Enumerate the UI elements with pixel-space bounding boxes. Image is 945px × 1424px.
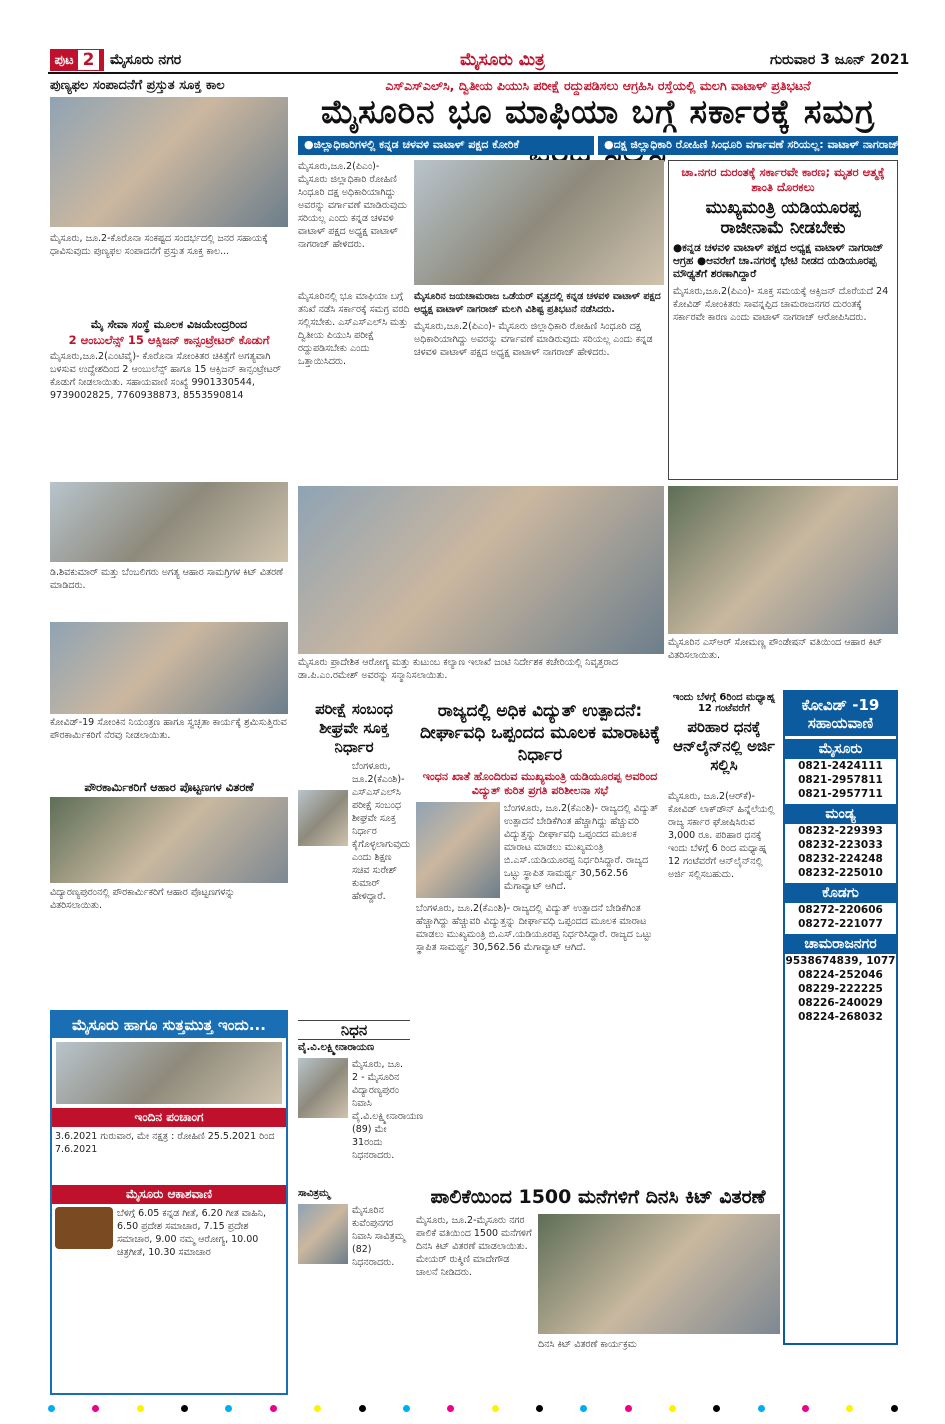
page-number-badge: [50, 49, 104, 71]
radio-title: ಮೈಸೂರು ಆಕಾಶವಾಣಿ: [52, 1185, 286, 1204]
group-photo: [298, 486, 664, 654]
radio-text: ಬೆಳಿಗ್ಗೆ 6.05 ಕನ್ನಡ ಗೀತೆ, 6.20 ಗೀತ ವಾಹಿನಿ, 6.50 ಪ್ರದೇಶ ಸಮಾಚಾರ, 7.15 ಪ್ರದೇಶ ಸಮಾಚಾರ, 9.00 ನಮ್ಮ ಆರೋಗ್ಯ, 10.00 ಚಿತ್ರಗೀತೆ, 10.30 ಸಮಾಚಾರ: [117, 1208, 267, 1258]
helpline-mandya: ಮಂಡ್ಯ: [785, 804, 896, 824]
main-kicker: ಎಸ್‌ಎಸ್‌ಎಲ್‌ಸಿ, ದ್ವಿತೀಯ ಪಿಯುಸಿ ಪರೀಕ್ಷೆ ರದ್ದುಪಡಿಸಲು ಆಗ್ರಹಿಸಿ ರಸ್ತೆಯಲ್ಲಿ ಮಲಗಿ ವಾಟಾಳ್ ಪ್ರತಿಭಟನೆ: [385, 78, 811, 93]
obituary-name-1: ವೈ.ವಿ.ಲಕ್ಷ್ಮೀನಾರಾಯಣ: [298, 1042, 375, 1053]
story3-headline: ಪೌರಕಾರ್ಮಿಕರಿಗೆ ಆಹಾರ ಪೊಟ್ಟಣಗಳ ವಿತರಣೆ: [84, 780, 254, 794]
parihara-kicker: ಇಂದು ಬೆಳಗ್ಗೆ 6ರಿಂದ ಮಧ್ಯಾಹ್ನ 12 ಗಂಟೆವರೆಗೆ: [672, 692, 776, 714]
power-body: ಬೆಂಗಳೂರು, ಜೂ.2(ಕೆಎಂಶಿ)- ರಾಜ್ಯದಲ್ಲಿ ವಿದ್ಯುತ್ ಉತ್ಪಾದನೆ ಬೇಡಿಕೆಗಿಂತ ಹೆಚ್ಚಾಗಿದ್ದು ಹೆಚ್ಚುವರಿ ವಿದ್ಯುತ್ತನ್ನು ದೀರ್ಘಾವಧಿ ಒಪ್ಪಂದದ ಮೂಲಕ ಮಾರಾಟ ಮಾಡಲು ಮುಖ್ಯಮಂತ್ರಿ ಬಿ.ಎಸ್.ಯಡಿಯೂರಪ್ಪ ನಿರ್ಧರಿಸಿದ್ದಾರೆ. ರಾಜ್ಯದ ಒಟ್ಟು ಸ್ಥಾಪಿತ ಸಾಮರ್ಥ್ಯ 30,562.56 ಮೆಗಾವ್ಯಾಟ್ ಆಗಿದೆ.: [504, 803, 659, 892]
parihara-headline: ಪರಿಹಾರ ಧನಕ್ಕೆ ಆನ್‌ಲೈನ್‌ನಲ್ಲಿ ಅರ್ಜಿ ಸಲ್ಲಿಸಿ: [673, 718, 775, 774]
story2-headline: 2 ಆಂಬುಲೆನ್ಸ್ 15 ಆಕ್ಸಿಜನ್ ಕಾನ್ಸಂಟ್ರೇಟರ್ ಕೊಡುಗೆ: [68, 333, 270, 347]
palace-photo: [56, 1042, 282, 1104]
helpline-mandya-numbers: 08232-229393 08232-223033 08232-224248 08232-225010: [798, 825, 883, 879]
helpline-mysuru: ಮೈಸೂರು: [785, 739, 896, 759]
story1-body: ಮೈಸೂರು, ಜೂ.2-ಕೊರೊನಾ ಸಂಕಷ್ಟದ ಸಂದರ್ಭದಲ್ಲಿ ಜನರ ಸಹಾಯಕ್ಕೆ ಧಾವಿಸುವುದು ಪುಣ್ಯಫಲ ಸಂಪಾದನೆಗೆ ಪ್ರಸ್ತುತ ಸೂಕ್ತ ಕಾಲ...: [50, 233, 268, 257]
kit-photo: [538, 1214, 780, 1334]
story3-caption: ವಿದ್ಯಾರಣ್ಯಪುರಂನಲ್ಲಿ ಪೌರಕಾರ್ಮಿಕರಿಗೆ ಆಹಾರ ಪೊಟ್ಟಣಗಳನ್ನು ವಿತರಿಸಲಾಯಿತು.: [50, 887, 235, 911]
photo2: [50, 622, 288, 714]
power-subhead: ಇಂಧನ ಖಾತೆ ಹೊಂದಿರುವ ಮುಖ್ಯಮಂತ್ರಿ ಯಡಿಯೂರಪ್ಪ ಅವರಿಂದ ವಿದ್ಯುತ್ ಕುರಿತ ಪ್ರಗತಿ ಪರಿಶೀಲನಾ ಸಭೆ: [422, 770, 658, 797]
obituary-text-1: ಮೈಸೂರು, ಜೂ. 2 - ಮೈಸೂರಿನ ವಿದ್ಯಾರಣ್ಯಪುರಂ ನಿವಾಸಿ ವೈ.ವಿ.ಲಕ್ಷ್ಮೀನಾರಾಯಣ (89) ಮೇ 31ರಂದು ನಿಧನರಾದರು.: [352, 1059, 424, 1161]
kit-photo-right: [668, 486, 898, 634]
resign-headline: ಮುಖ್ಯಮಂತ್ರಿ ಯಡಿಯೂರಪ್ಪ ರಾಜೀನಾಮೆ ನೀಡಬೇಕು: [705, 198, 861, 238]
issue-date: ಗುರುವಾರ 3 ಜೂನ್ 2021: [770, 52, 910, 68]
obituary-text-2: ಮೈಸೂರಿನ ಕುವೆಂಪುನಗರ ನಿವಾಸಿ ಸಾವಿತ್ರಮ್ಮ (82) ನಿಧನರಾದರು.: [352, 1205, 406, 1268]
story3-photo: [50, 797, 288, 883]
page-number: 2: [78, 50, 100, 70]
section-title: ಮೈಸೂರು ನಗರ: [110, 52, 182, 68]
photo2-caption: ಕೋವಿಡ್-19 ಸೋಂಕಿನ ನಿಯಂತ್ರಣ ಹಾಗೂ ಸ್ವಚ್ಛತಾ ಕಾರ್ಯಕ್ಕೆ ಶ್ರಮಿಸುತ್ತಿರುವ ಪೌರಕಾರ್ಮಿಕರಿಗೆ ನೆರವು ನೀಡಲಾಯಿತು.: [50, 717, 287, 741]
parihara-body: ಮೈಸೂರು, ಜೂ.2(ಆರ್‌ಕೆ)- ಕೋವಿಡ್ ಲಾಕ್‌ಡೌನ್ ಹಿನ್ನೆಲೆಯಲ್ಲಿ ರಾಜ್ಯ ಸರ್ಕಾರ ಘೋಷಿಸಿರುವ 3,000 ರೂ. ಪರಿಹಾರ ಧನಕ್ಕೆ ಇಂದು ಬೆಳಗ್ಗೆ 6 ರಿಂದ ಮಧ್ಯಾಹ್ನ 12 ಗಂಟೆವರೆಗೆ ಆನ್‌ಲೈನ್‌ನಲ್ಲಿ ಅರ್ಜಿ ಸಲ್ಲಿಸಬಹುದು.: [668, 791, 775, 880]
helpline-kodagu-numbers: 08272-220606 08272-221077: [798, 904, 883, 930]
main-band-right: ●ದಕ್ಷ ಜಿಲ್ಲಾಧಿಕಾರಿ ರೋಹಿಣಿ ಸಿಂಧೂರಿ ವರ್ಗಾವಣೆ ಸರಿಯಲ್ಲ: ವಾಟಾಳ್ ನಾಗರಾಜ್: [598, 136, 898, 155]
group-photo-caption: ಮೈಸೂರು ಪ್ರಾದೇಶಿಕ ಆರೋಗ್ಯ ಮತ್ತು ಕುಟುಂಬ ಕಲ್ಯಾಣ ಇಲಾಖೆ ಜಂಟಿ ನಿರ್ದೇಶಕ ಕಚೇರಿಯಲ್ಲಿ ನಿವೃತ್ತರಾದ ಡಾ.ಪಿ.ಎಂ.ರಮೇಶ್ ಅವರನ್ನು ಸನ್ಮಾನಿಸಲಾಯಿತು.: [298, 657, 618, 681]
helpline-kodagu: ಕೊಡಗು: [785, 883, 896, 903]
kit-caption: ದಿನಸಿ ಕಿಟ್ ವಿತರಣೆ ಕಾರ್ಯಕ್ರಮ: [538, 1339, 637, 1350]
power-body-2: ಬೆಂಗಳೂರು, ಜೂ.2(ಕೆಎಂಶಿ)- ರಾಜ್ಯದಲ್ಲಿ ವಿದ್ಯುತ್ ಉತ್ಪಾದನೆ ಬೇಡಿಕೆಗಿಂತ ಹೆಚ್ಚಾಗಿದ್ದು ಹೆಚ್ಚುವರಿ ವಿದ್ಯುತ್ತನ್ನು ದೀರ್ಘಾವಧಿ ಒಪ್ಪಂದದ ಮೂಲಕ ಮಾರಾಟ ಮಾಡಲು ಮುಖ್ಯಮಂತ್ರಿ ಬಿ.ಎಸ್.ಯಡಿಯೂರಪ್ಪ ನಿರ್ಧರಿಸಿದ್ದಾರೆ. ರಾಜ್ಯದ ಒಟ್ಟು ಸ್ಥಾಪಿತ ಸಾಮರ್ಥ್ಯ 30,562.56 ಮೆಗಾವ್ಯಾಟ್ ಆಗಿದೆ.: [416, 903, 653, 953]
kit-photo-right-caption: ಮೈಸೂರಿನ ಎಸ್‌ಆರ್ ಸೋಮಣ್ಣ ಪೌಂಡೇಷನ್ ವತಿಯಿಂದ ಆಹಾರ ಕಿಟ್ ವಿತರಿಸಲಾಯಿತು.: [668, 637, 883, 661]
today-box-title: ಮೈಸೂರು ಹಾಗೂ ಸುತ್ತಮುತ್ತ ಇಂದು...: [52, 1012, 286, 1038]
helpline-mysuru-numbers: 0821-2424111 0821-2957811 0821-2957711: [798, 760, 883, 800]
resign-kicker: ಚಾ.ನಗರ ದುರಂತಕ್ಕೆ ಸರ್ಕಾರವೇ ಕಾರಣ; ಮೃತರ ಆತ್ಮಕ್ಕೆ ಶಾಂತಿ ದೊರಕಲು: [681, 165, 885, 194]
photo1-caption: ಡಿ.ಶಿವಕುಮಾರ್ ಮತ್ತು ಬೆಂಬಲಿಗರು ಅಗತ್ಯ ಆಹಾರ ಸಾಮಗ್ರಿಗಳ ಕಿಟ್ ವಿತರಣೆ ಮಾಡಿದರು.: [50, 567, 284, 591]
obituary-name-2: ಸಾವಿತ್ರಮ್ಮ: [298, 1188, 330, 1199]
covid-helpline-box: [783, 690, 898, 1345]
story2-photo: [50, 482, 288, 562]
helpline-title: ಕೋವಿಡ್ -19 ಸಹಾಯವಾಣಿ: [785, 692, 896, 736]
story2-kicker: ಮೈ ಸೇವಾ ಸಂಸ್ಥೆ ಮೂಲಕ ವಿಜಯೇಂದ್ರರಿಂದ: [90, 318, 248, 331]
print-registration-marks: [48, 1405, 898, 1415]
resign-body: ಮೈಸೂರು,ಜೂ.2(ಪಿಎಂ)- ಸೂಕ್ತ ಸಮಯಕ್ಕೆ ಆಕ್ಸಿಜನ್ ದೊರೆಯದೆ 24 ಕೋವಿಡ್ ಸೋಂಕಿತರು ಸಾವನ್ನಪ್ಪಿದ ಚಾಮರಾಜನಗರ ದುರಂತಕ್ಕೆ ಸರ್ಕಾರವೇ ಕಾರಣ ಎಂದು ವಾಟಾಳ್ ನಾಗರಾಜ್ ಆರೋಪಿಸಿದರು.: [673, 286, 889, 323]
page-label: ಪುಟ: [54, 52, 74, 68]
kit-headline: ಪಾಲಿಕೆಯಿಂದ 1500 ಮನೆಗಳಿಗೆ ದಿನಸಿ ಕಿಟ್ ವಿತರಣೆ: [430, 1186, 766, 1208]
header-rule: [48, 72, 898, 74]
radio-icon: [55, 1207, 113, 1249]
main-body-1: ಮೈಸೂರು,ಜೂ.2(ಪಿಎಂ)- ಮೈಸೂರು ಜಿಲ್ಲಾಧಿಕಾರಿ ರೋಹಿಣಿ ಸಿಂಧೂರಿ ದಕ್ಷ ಅಧಿಕಾರಿಯಾಗಿದ್ದು ಅವರನ್ನು ವರ್ಗಾವಣೆ ಮಾಡಿರುವುದು ಸರಿಯಲ್ಲ ಎಂದು ಕನ್ನಡ ಚಳವಳಿ ವಾಟಾಳ್ ಪಕ್ಷದ ಅಧ್ಯಕ್ಷ ವಾಟಾಳ್ ನಾಗರಾಜ್ ಹೇಳಿದರು.: [298, 161, 407, 250]
cm-photo: [416, 802, 500, 898]
minister-photo: [298, 790, 348, 846]
main-body-2: ಮೈಸೂರಿನಲ್ಲಿ ಭೂ ಮಾಫಿಯಾ ಬಗ್ಗೆ ತನಿಖೆ ನಡೆಸಿ ಸರ್ಕಾರಕ್ಕೆ ಸಮಗ್ರ ವರದಿ ಸಲ್ಲಿಸಬೇಕು. ಎಸ್‌ಎಸ್‌ಎಲ್‌ಸಿ ಮತ್ತು ದ್ವಿತೀಯ ಪಿಯುಸಿ ಪರೀಕ್ಷೆ ರದ್ದುಪಡಿಸಬೇಕು ಎಂದು ಒತ್ತಾಯಿಸಿದರು.: [298, 291, 410, 367]
main-band-left: ●ಜಿಲ್ಲಾಧಿಕಾರಿಗಳಲ್ಲಿ ಕನ್ನಡ ಚಳವಳಿ ವಾಟಾಳ್ ಪಕ್ಷದ ಕೋರಿಕೆ: [298, 136, 594, 155]
story2-body: ಮೈಸೂರು,ಜೂ.2(ಎಂಟಿವೈ)- ಕೊರೊನಾ ಸೋಂಕಿತರ ಚಿಕಿತ್ಸೆಗೆ ಅಗತ್ಯವಾಗಿ ಬಳಸುವ ಉದ್ದೇಶದಿಂದ 2 ಆಂಬುಲೆನ್ಸ್ ಹಾಗೂ 15 ಆಕ್ಸಿಜನ್ ಕಾನ್ಸಂಟ್ರೇಟರ್ ಕೊಡುಗೆ ನೀಡಲಾಯಿತು. ಸಹಾಯವಾಣಿ ಸಂಖ್ಯೆ 9901330544, 9739002825, 7760938873, 8553590814: [50, 351, 281, 401]
masthead: ಮೈಸೂರು ಮಿತ್ರ: [460, 50, 545, 70]
exam-body: ಬೆಂಗಳೂರು, ಜೂ.2(ಕೆಎಂಶಿ)- ಎಸ್‌ಎಸ್‌ಎಲ್‌ಸಿ ಪರೀಕ್ಷೆ ಸಂಬಂಧ ಶೀಘ್ರವೇ ಸೂಕ್ತ ನಿರ್ಧಾರ ಕೈಗೊಳ್ಳಲಾಗುವುದು ಎಂದು ಶಿಕ್ಷಣ ಸಚಿವ ಸುರೇಶ್ ಕುಮಾರ್ ಹೇಳಿದ್ದಾರೆ.: [352, 761, 411, 902]
today-box: [50, 1010, 288, 1395]
obituary-photo-2: [298, 1204, 348, 1264]
resign-box: [668, 160, 898, 480]
helpline-chamarajanagar-numbers: 9538674839, 1077 08224-252046 08229-222225 08226-240029 08224-268032: [785, 955, 896, 1023]
panchanga-title: ಇಂದಿನ ಪಂಚಾಂಗ: [52, 1108, 286, 1127]
main-headline: ಮೈಸೂರಿನ ಭೂ ಮಾಫಿಯಾ ಬಗ್ಗೆ ಸರ್ಕಾರಕ್ಕೆ ಸಮಗ್ರ: [320, 92, 876, 131]
obituary-photo-1: [298, 1058, 348, 1118]
story1-headline: ಪುಣ್ಯಫಲ ಸಂಪಾದನೆಗೆ ಪ್ರಸ್ತುತ ಸೂಕ್ತ ಕಾಲ: [50, 78, 225, 93]
obituary-title: ನಿಧನ: [298, 1020, 410, 1040]
helpline-chamarajanagar: ಚಾಮರಾಜನಗರ: [785, 934, 896, 954]
resign-bullets: ●ಕನ್ನಡ ಚಳವಳಿ ವಾಟಾಳ್ ಪಕ್ಷದ ಅಧ್ಯಕ್ಷ ವಾಟಾಳ್ ನಾಗರಾಜ್ ಆಗ್ರಹ ●ಆವರೇಗೆ ಚಾ.ನಗರಕ್ಕೆ ಭೇಟಿ ನೀಡದ ಯಡಿಯೂರಪ್ಪ ಮೌಢ್ಯತೆಗೆ ಶರಣಾಗಿದ್ದಾರೆ: [673, 242, 884, 280]
story1-photo: [50, 97, 288, 227]
power-headline: ರಾಜ್ಯದಲ್ಲಿ ಅಧಿಕ ವಿದ್ಯುತ್ ಉತ್ಪಾದನೆ: ದೀರ್ಘಾವಧಿ ಒಪ್ಪಂದದ ಮೂಲಕ ಮಾರಾಟಕ್ಕೆ ನಿರ್ಧಾರ: [419, 701, 661, 765]
main-photo: [414, 160, 664, 285]
main-photo-caption: ಮೈಸೂರಿನ ಜಯಚಾಮರಾಜ ಒಡೆಯರ್ ವೃತ್ತದಲ್ಲಿ ಕನ್ನಡ ಚಳವಳಿ ವಾಟಾಳ್ ಪಕ್ಷದ ಅಧ್ಯಕ್ಷ ವಾಟಾಳ್ ನಾಗರಾಜ್ ಮಲಗಿ ವಿಶಿಷ್ಟ ಪ್ರತಿಭಟನೆ ನಡೆಸಿದರು.: [414, 291, 661, 315]
exam-headline: ಪರೀಕ್ಷೆ ಸಂಬಂಧ ಶೀಘ್ರವೇ ಸೂಕ್ತ ನಿರ್ಧಾರ: [315, 700, 393, 756]
main-body-3: ಮೈಸೂರು,ಜೂ.2(ಪಿಎಂ)- ಮೈಸೂರು ಜಿಲ್ಲಾಧಿಕಾರಿ ರೋಹಿಣಿ ಸಿಂಧೂರಿ ದಕ್ಷ ಅಧಿಕಾರಿಯಾಗಿದ್ದು ಅವರನ್ನು ವರ್ಗಾವಣೆ ಮಾಡಿರುವುದು ಸರಿಯಲ್ಲ ಎಂದು ಕನ್ನಡ ಚಳವಳಿ ವಾಟಾಳ್ ಪಕ್ಷದ ಅಧ್ಯಕ್ಷ ವಾಟಾಳ್ ನಾಗರಾಜ್ ಹೇಳಿದರು.: [414, 321, 653, 358]
panchanga-text: 3.6.2021 ಗುರುವಾರ, ಮೇ ನಕ್ಷತ್ರ : ರೋಹಿಣಿ 25.5.2021 ರಿಂದ 7.6.2021: [55, 1131, 275, 1155]
kit-body: ಮೈಸೂರು, ಜೂ.2-ಮೈಸೂರು ನಗರ ಪಾಲಿಕೆ ವತಿಯಿಂದ 1500 ಮನೆಗಳಿಗೆ ದಿನಸಿ ಕಿಟ್ ವಿತರಣೆ ಮಾಡಲಾಯಿತು. ಮೇಯರ್ ರುಕ್ಮಿಣಿ ಮಾದೇಗೌಡ ಚಾಲನೆ ನೀಡಿದರು.: [416, 1215, 532, 1278]
